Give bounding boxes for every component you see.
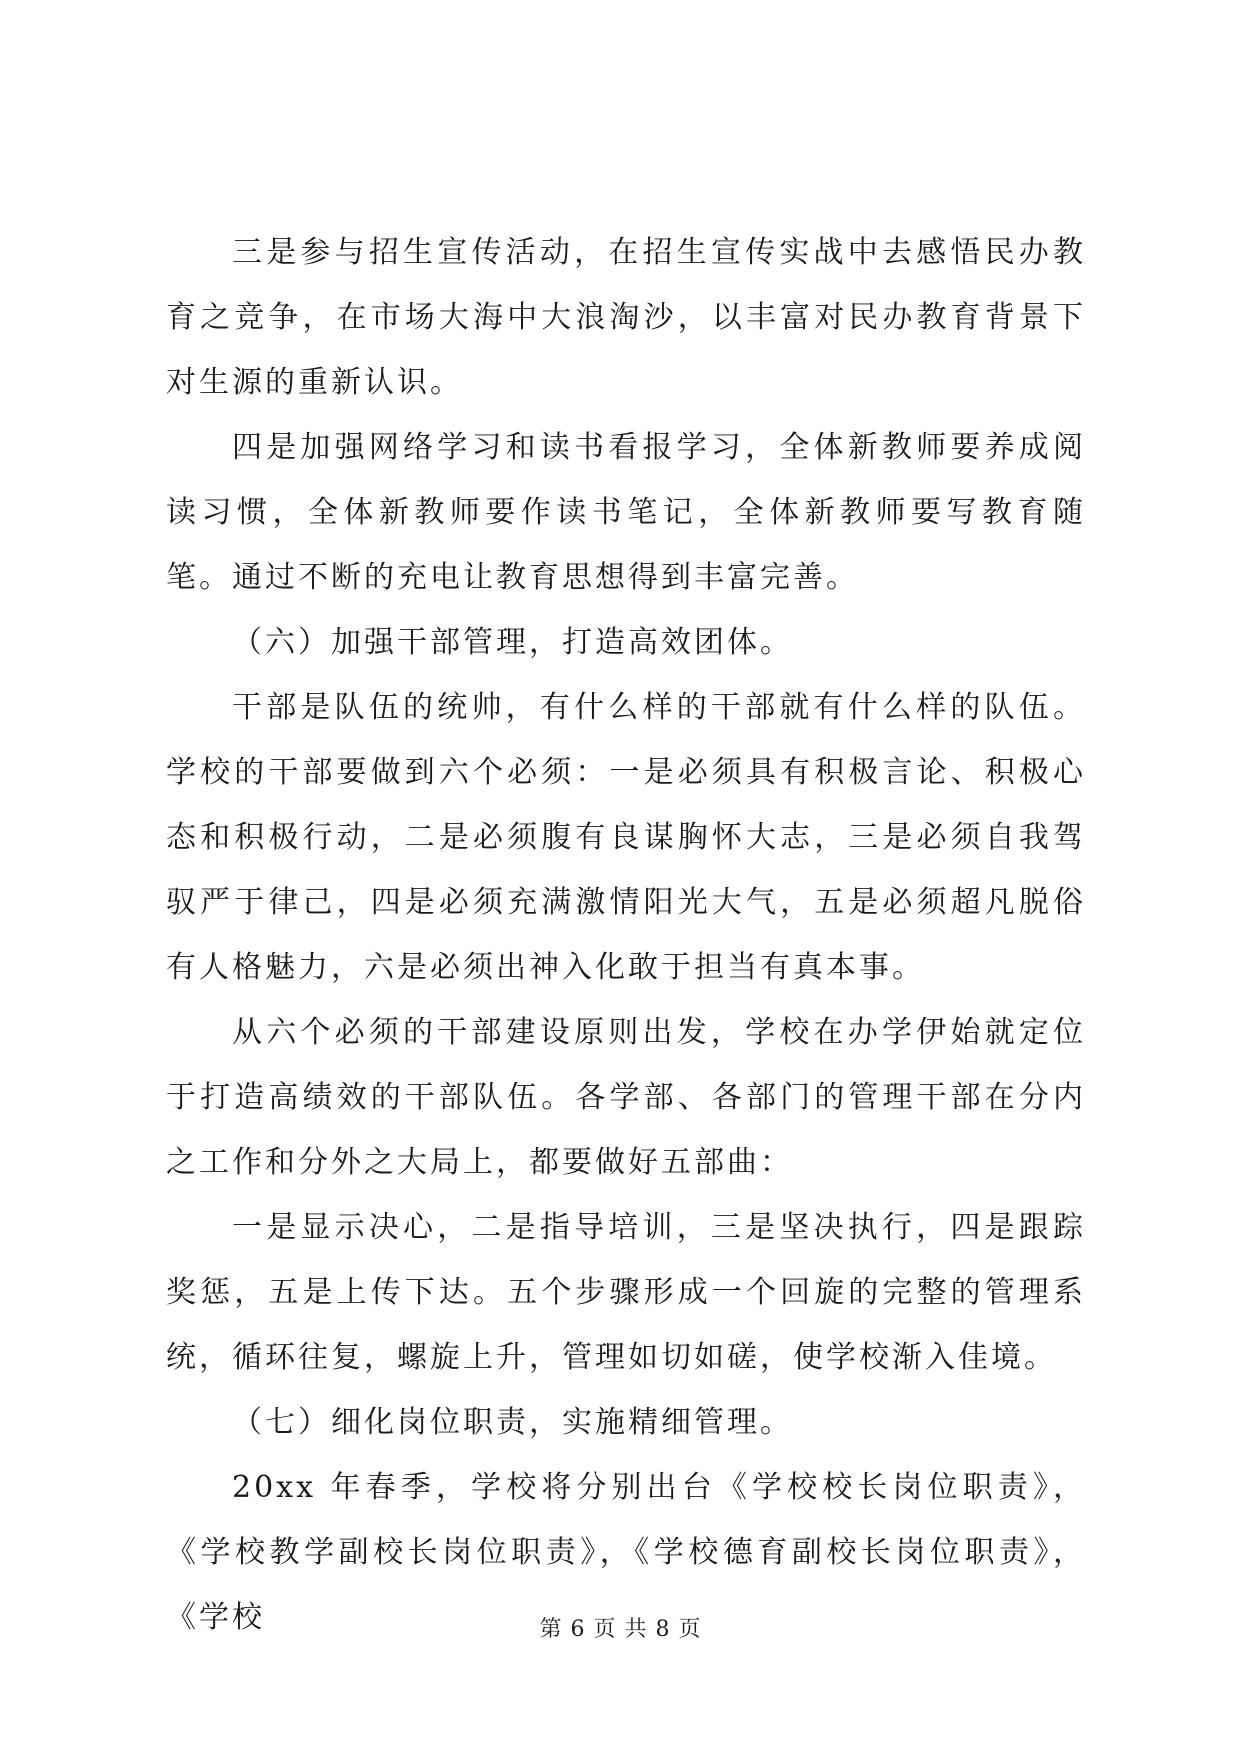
document-body bbox=[166, 220, 1086, 1650]
page-number-footer: 第 6 页 共 8 页 bbox=[539, 1617, 702, 1642]
section-heading-cadre-management: （六）加强干部管理，打造高效团体。 bbox=[232, 625, 793, 660]
paragraph-online-reading-study: 四是加强网络学习和读书看报学习，全体新教师要养成阅读习惯，全体新教师要作读书笔记，全体新教师要写教育随笔。通过不断的充电让教育思想得到丰富完善。 bbox=[166, 430, 1086, 595]
section-heading-job-responsibilities: （七）细化岗位职责，实施精细管理。 bbox=[232, 1405, 793, 1440]
paragraph-cadre-team-principle: 从六个必须的干部建设原则出发，学校在办学伊始就定位于打造高绩效的干部队伍。各学部、各部门的管理干部在分内之工作和分外之大局上，都要做好五部曲： bbox=[166, 1015, 1086, 1180]
paragraph-job-duty-documents: 20xx 年春季，学校将分别出台《学校校长岗位职责》，《学校教学副校长岗位职责》，《学校德育副校长岗位职责》，《学校 bbox=[166, 1470, 1086, 1635]
paragraph-five-steps: 一是显示决心，二是指导培训，三是坚决执行，四是跟踪奖惩，五是上传下达。五个步骤形成一个回旋的完整的管理系统，循环往复，螺旋上升，管理如切如磋，使学校渐入佳境。 bbox=[166, 1210, 1086, 1375]
paragraph-six-musts: 干部是队伍的统帅，有什么样的干部就有什么样的队伍。学校的干部要做到六个必须：一是必须具有积极言论、积极心态和积极行动，二是必须腹有良谋胸怀大志，三是必须自我驾驭严于律己，四是必须充满激情阳光大气，五是必须超凡脱俗有人格魅力，六是必须出神入化敢于担当有真本事。 bbox=[166, 690, 1086, 985]
paragraph-enrollment-publicity: 三是参与招生宣传活动，在招生宣传实战中去感悟民办教育之竞争，在市场大海中大浪淘沙，以丰富对民办教育背景下对生源的重新认识。 bbox=[166, 235, 1086, 400]
